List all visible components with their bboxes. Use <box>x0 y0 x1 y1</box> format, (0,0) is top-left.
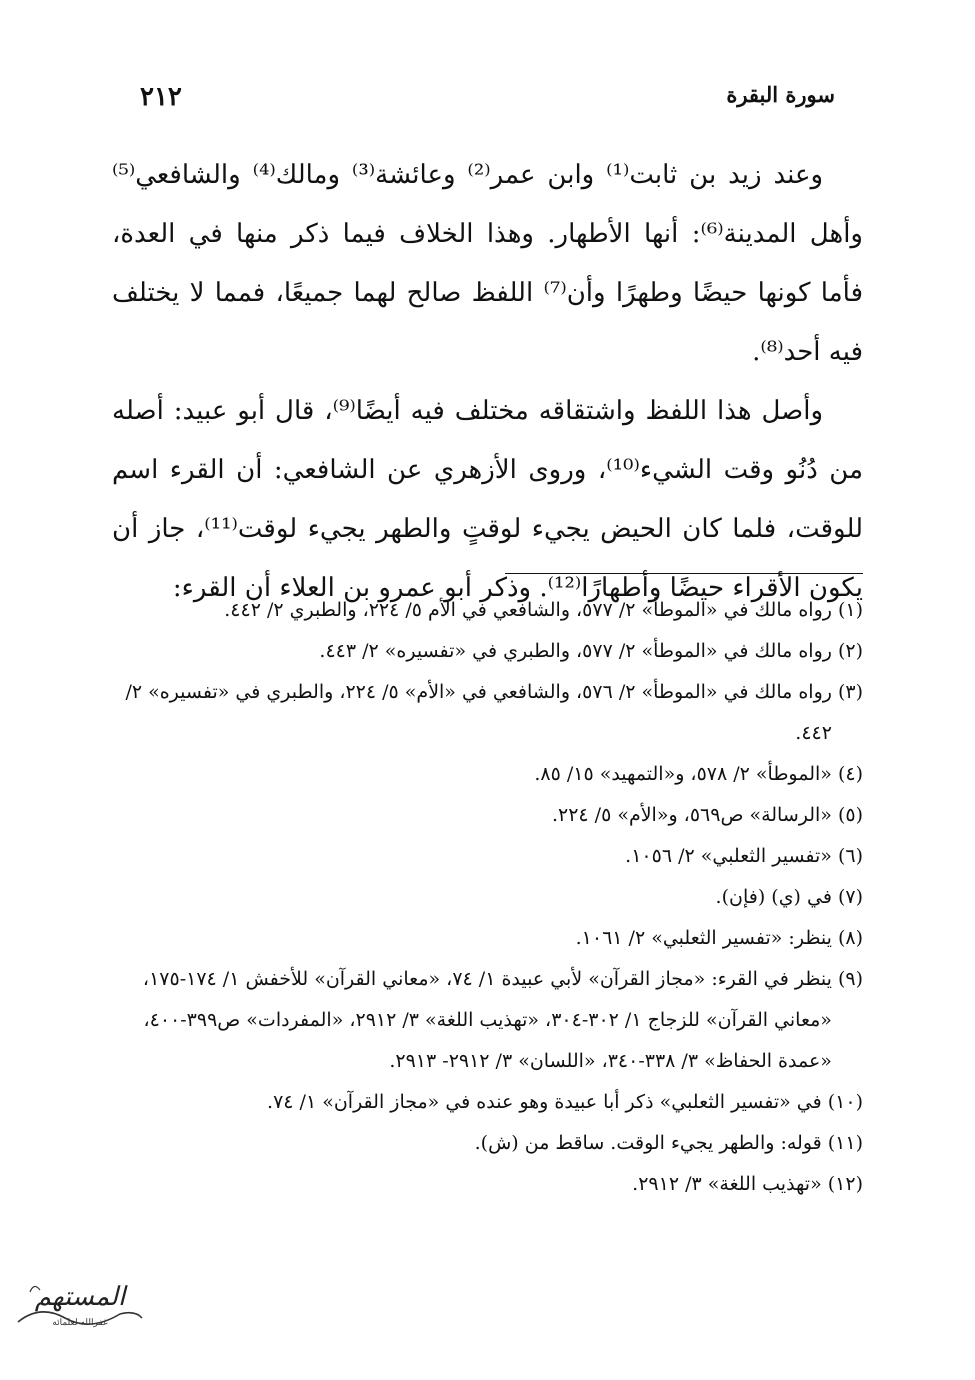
footnote-text: في (ي) (فإن). <box>715 886 832 908</box>
footnote <box>112 590 863 631</box>
footnote-text: «الرسالة» ص٥٦٩، و«الأم» ٥/ ٢٢٤. <box>551 804 832 826</box>
footnote-number: (٨) <box>837 927 863 949</box>
footnotes <box>112 590 863 1205</box>
footnote <box>112 918 863 959</box>
paragraph: وعند زيد بن ثابت⁽¹⁾ وابن عمر⁽²⁾ وعائشة⁽³⁾ ومالك⁽⁴⁾ والشافعي⁽⁵⁾ وأهل المدينة⁽⁶⁾: أنها الأطهار. وهذا الخلاف فيما ذكر منها في العدة، فأما كونها حيضًا وطهرًا وأن⁽⁷⁾ اللفظ صالح لهما جميعًا، فمما لا يختلف فيه أحد⁽⁸⁾. <box>112 160 863 367</box>
paragraph: وأصل هذا اللفظ واشتقاقه مختلف فيه أيضًا⁽⁹⁾، قال أبو عبيد: أصله من دُنُو وقت الشيء⁽¹⁰⁾، وروى الأزهري عن الشافعي: أن القرء اسم للوقت، فلما كان الحيض يجيء لوقتٍ والطهر يجيء لوقت⁽¹¹⁾، جاز أن يكون الأقراء حيضًا وأطهارًا⁽¹²⁾. وذكر أبو عمرو بن العلاء أن القرء: <box>112 396 863 603</box>
footnote-number: (١) <box>837 599 863 621</box>
footnote-number: (١٠) <box>827 1091 863 1113</box>
footnote-number: (١١) <box>827 1132 863 1154</box>
footnote <box>112 1164 863 1205</box>
logo-subtext: غفرالله لعلمائه <box>52 1318 108 1328</box>
publisher-logo <box>10 1274 150 1334</box>
footnote-number: (٣) <box>837 681 863 703</box>
footnote-text: «تهذيب اللغة» ٣/ ٢٩١٢. <box>632 1173 822 1195</box>
footnote <box>112 754 863 795</box>
footnote-text: ينظر: «تفسير الثعلبي» ٢/ ١٠٦١. <box>575 927 832 949</box>
footnote-text: في «تفسير الثعلبي» ذكر أبا عبيدة وهو عنده في «مجاز القرآن» ١/ ٧٤. <box>267 1091 822 1113</box>
footnote <box>112 1123 863 1164</box>
footnote <box>112 672 863 754</box>
footnote-number: (٦) <box>837 845 863 867</box>
footnote-number: (٧) <box>837 886 863 908</box>
footnote <box>112 836 863 877</box>
footnote-separator <box>505 573 863 574</box>
footnote-number: (٢) <box>837 640 863 662</box>
footnote <box>112 959 863 1082</box>
footnote-text: رواه مالك في «الموطأ» ٢/ ٥٧٧، والطبري في «تفسيره» ٢/ ٤٤٣. <box>319 640 832 662</box>
footnote-text: ينظر في القرء: «مجاز القرآن» لأبي عبيدة ١/ ٧٤، «معاني القرآن» للأخفش ١/ ١٧٤-١٧٥، «معاني القرآن» للزجاج ١/ ٣٠٢-٣٠٤، «تهذيب اللغة» ٣/ ٢٩١٢، «المفردات» ص٣٩٩-٤٠٠، «عمدة الحفاظ» ٣/ ٣٣٨-٣٤٠، «اللسان» ٣/ ٢٩١٢- ٢٩١٣. <box>142 968 832 1072</box>
footnote-number: (٩) <box>837 968 863 990</box>
page-number: ٢١٢ <box>140 82 182 112</box>
footnote <box>112 1082 863 1123</box>
footnote <box>112 795 863 836</box>
logo-text: المستهم <box>34 1282 126 1312</box>
page-header <box>140 70 835 120</box>
footnote-text: قوله: والطهر يجيء الوقت. ساقط من (ش). <box>474 1132 822 1154</box>
main-text <box>112 146 863 618</box>
footnote-text: رواه مالك في «الموطأ» ٢/ ٥٧٦، والشافعي في «الأم» ٥/ ٢٢٤، والطبري في «تفسيره» ٢/ ٤٤٢. <box>125 681 832 744</box>
footnote <box>112 877 863 918</box>
surah-title: سورة البقرة <box>726 82 835 107</box>
footnote-text: «الموطأ» ٢/ ٥٧٨، و«التمهيد» ١٥/ ٨٥. <box>534 763 832 785</box>
footnote-number: (٤) <box>837 763 863 785</box>
footnote-text: رواه مالك في «الموطأ» ٢/ ٥٧٧، والشافعي في الأم ٥/ ٢٢٤، والطبري ٢/ ٤٤٢. <box>224 599 832 621</box>
footnote <box>112 631 863 672</box>
footnote-text: «تفسير الثعلبي» ٢/ ١٠٥٦. <box>625 845 832 867</box>
footnote-number: (٥) <box>837 804 863 826</box>
footnote-number: (١٢) <box>827 1173 863 1195</box>
